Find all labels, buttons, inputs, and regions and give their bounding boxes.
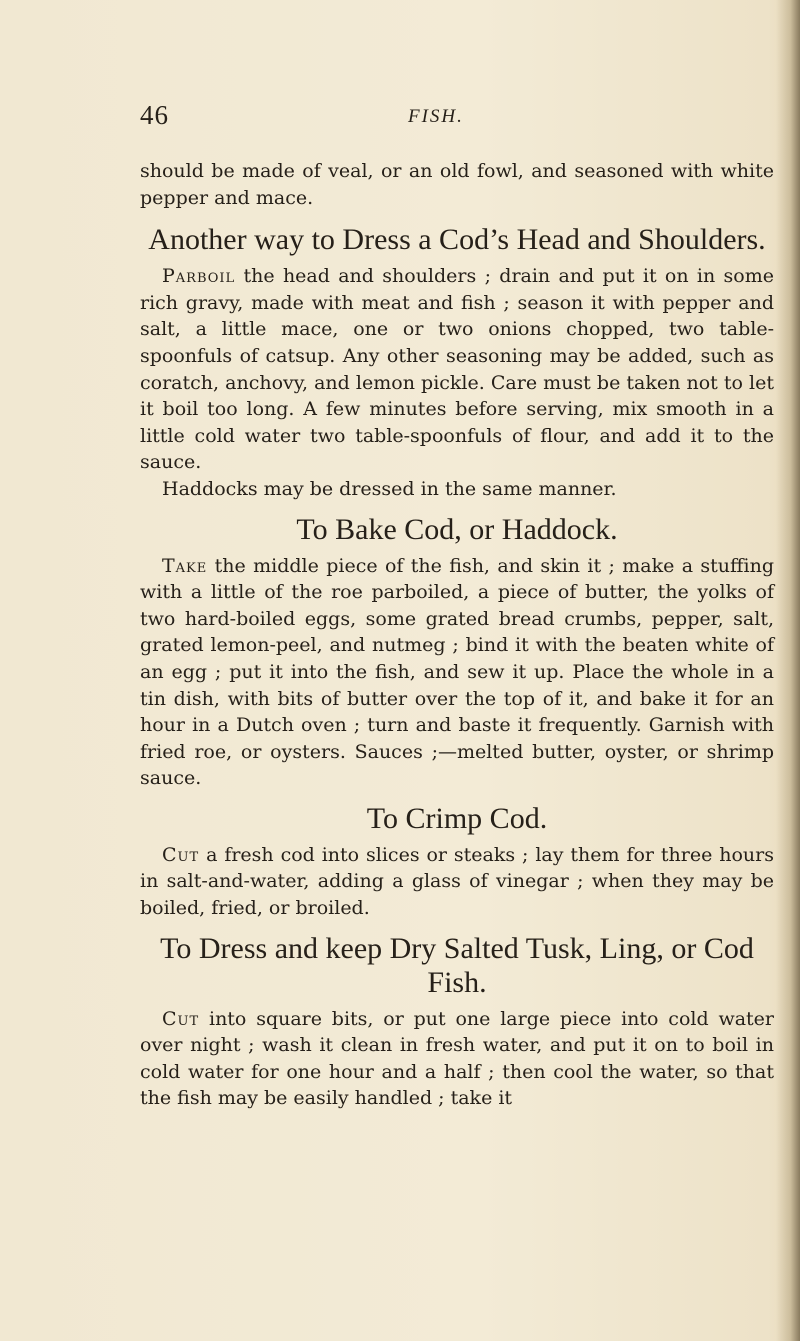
page-number: 46 <box>140 100 169 130</box>
recipe-paragraph <box>140 263 774 476</box>
recipe-title: Another way to Dress a Cod’s Head and Shoulders. <box>148 223 766 257</box>
paragraph-text: into square bits, or put one large piece into cold water over night ; wash it clean in fresh water, and put it on to boil in cold water for one hour and a half ; then cool the water, so that the fish may be easily handled ; take it <box>140 1007 774 1110</box>
recipe-title: To Bake Cod, or Haddock. <box>296 512 618 546</box>
paragraph-text: the head and shoulders ; drain and put it on in some rich gravy, made with meat and fish ; season it with pepper and salt, a little mace, one or two onions chopped, two table-spoonfuls of catsup. Any other seasoning may be added, such as coratch, anchovy, and lemon pickle. Care must be taken not to let it boil too long. A few minutes before serving, mix smooth in a little cold water two table-spoonfuls of flour, and add it to the sauce. <box>140 265 774 474</box>
page-header <box>140 100 700 130</box>
lead-word: Cut <box>162 1007 200 1030</box>
recipe-paragraph <box>140 553 774 792</box>
lead-word: Parboil <box>162 265 236 288</box>
running-head: FISH. <box>408 106 464 127</box>
recipe-title: To Crimp Cod. <box>366 801 548 835</box>
recipe-title: To Dress and keep Dry Salted Tusk, Ling, or Cod Fish. <box>160 931 754 999</box>
lead-word: Take <box>162 554 208 577</box>
page-body <box>140 158 774 1112</box>
recipe-paragraph <box>140 476 774 503</box>
paragraph-text: Haddocks may be dressed in the same manner. <box>162 477 617 500</box>
page-edge-shadow <box>776 0 800 1341</box>
lead-word: Cut <box>162 843 200 866</box>
paragraph-text: a fresh cod into slices or steaks ; lay them for three hours in salt-and-water, adding a glass of vinegar ; when they may be boiled, fried, or broiled. <box>140 843 774 920</box>
paragraph-text: the middle piece of the fish, and skin it ; make a stuffing with a little of the roe parboiled, a piece of butter, the yolks of two hard-boiled eggs, some grated bread crumbs, pepper, salt, grated lemon-peel, and nutmeg ; bind it with the beaten white of an egg ; put it into the fish, and sew it up. Place the whole in a tin dish, with bits of butter over the top of it, and bake it for an hour in a Dutch oven ; turn and baste it frequently. Garnish with fried roe, or oysters. Sauces ;—melted butter, oyster, or shrimp sauce. <box>140 554 774 790</box>
recipe-paragraph <box>140 842 774 922</box>
continuation-paragraph: should be made of veal, or an old fowl, and seasoned with white pepper and mace. <box>140 160 774 209</box>
recipe-paragraph <box>140 1006 774 1112</box>
